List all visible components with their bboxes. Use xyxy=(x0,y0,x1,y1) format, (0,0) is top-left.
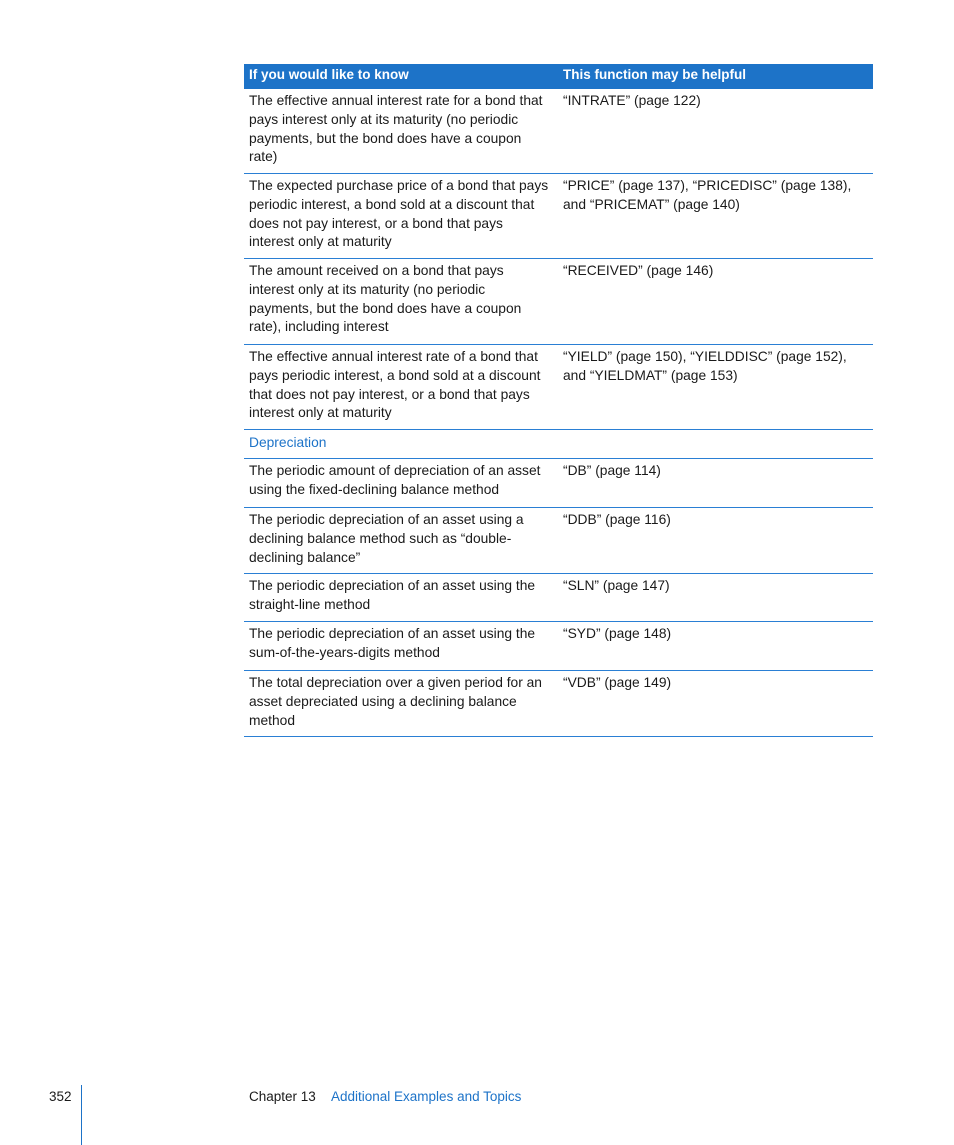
section-heading-depreciation: Depreciation xyxy=(244,430,873,459)
row-function: “DDB” (page 116) xyxy=(563,512,671,527)
table-row xyxy=(244,622,873,671)
row-know: The periodic amount of depreciation of an asset using the fixed-declining balance method xyxy=(249,463,541,497)
page-number: 352 xyxy=(49,1089,72,1104)
row-know: The total depreciation over a given period for an asset depreciated using a declining balance method xyxy=(249,675,542,728)
header-function: This function may be helpful xyxy=(563,67,747,82)
function-reference-table xyxy=(244,64,873,737)
table-row xyxy=(244,345,873,430)
table-row xyxy=(244,174,873,259)
row-function: “PRICE” (page 137), “PRICEDISC” (page 138), and “PRICEMAT” (page 140) xyxy=(563,178,852,212)
footer-chapter: Chapter 13 xyxy=(249,1089,316,1104)
row-know: The amount received on a bond that pays interest only at its maturity (no periodic payments, but the bond does have a coupon rate), including interest xyxy=(249,263,522,335)
row-function: “VDB” (page 149) xyxy=(563,675,672,690)
table-row xyxy=(244,508,873,574)
row-function: “DB” (page 114) xyxy=(563,463,661,478)
row-know: The expected purchase price of a bond that pays periodic interest, a bond sold at a discount that does not pay interest, or a bond that pays interest only at maturity xyxy=(249,178,549,250)
row-know: The periodic depreciation of an asset using the straight-line method xyxy=(249,578,536,612)
row-function: “YIELD” (page 150), “YIELDDISC” (page 152), and “YIELDMAT” (page 153) xyxy=(563,349,847,383)
table-row xyxy=(244,89,873,174)
table-row xyxy=(244,574,873,622)
footer-divider xyxy=(81,1085,82,1145)
row-function: “INTRATE” (page 122) xyxy=(563,93,701,108)
table-row xyxy=(244,671,873,737)
row-know: The periodic depreciation of an asset using a declining balance method such as “double-declining balance” xyxy=(249,512,524,565)
row-function: “RECEIVED” (page 146) xyxy=(563,263,714,278)
table-row xyxy=(244,459,873,508)
row-know: The effective annual interest rate for a bond that pays interest only at its maturity (no periodic payments, but the bond does have a coupon rate) xyxy=(249,93,543,165)
row-function: “SLN” (page 147) xyxy=(563,578,670,593)
table-header xyxy=(244,64,873,89)
row-function: “SYD” (page 148) xyxy=(563,626,672,641)
table-row xyxy=(244,259,873,345)
row-know: The effective annual interest rate of a bond that pays periodic interest, a bond sold at a discount that does not pay interest, or a bond that pays interest only at maturity xyxy=(249,349,541,421)
footer-topic-link[interactable]: Additional Examples and Topics xyxy=(331,1089,522,1104)
row-know: The periodic depreciation of an asset using the sum-of-the-years-digits method xyxy=(249,626,536,660)
header-know: If you would like to know xyxy=(249,67,409,82)
